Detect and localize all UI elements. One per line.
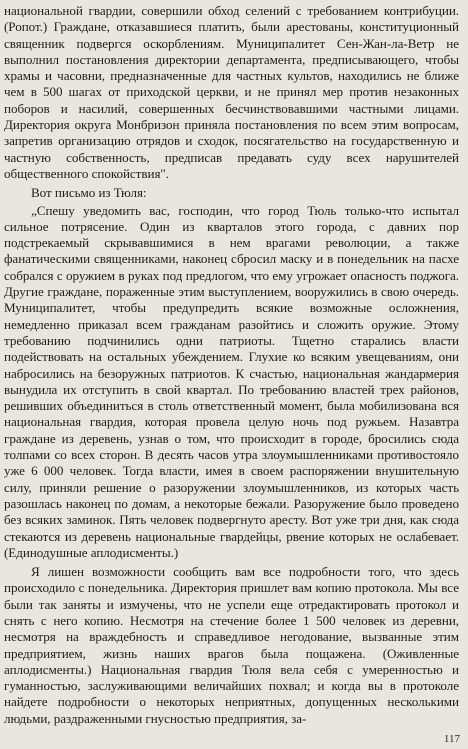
body-text xyxy=(4,3,459,727)
paragraph-continuation: национальной гвардии, совершили обход селений с требованием контрибуции. (Ропот.) Граждане, отказавшиеся платить, были арестованы, конституционный священник подвергся оскорблениям. Муниципалитет Сен-Жан-ла-Ветр не выполнил постановления директории департамента, предписывающего, чтобы храмы и часовни, предназначенные для частных культов, находились не ближе чем в 500 шагах от приходской церкви, и не принял мер против незаконных поборов и насилий, совершенных бесчинствовавшими частными лицами. Директория округа Монбризон приняла постановления по всем этим вопросам, запретив организацию отрядов и сходок, посягательство на государственную и частную собственность, предписав предавать суду всех нарушителей общественного спокойствия". xyxy=(4,3,459,181)
paragraph-letter-intro: Вот письмо из Тюля: xyxy=(31,185,147,201)
paragraph-letter-body: „Спешу уведомить вас, господин, что город Тюль только-что испытал сильное потрясение. Один из кварталов этого города, с давних пор подстрекаемый скрывавшимися в нем врагами революции, а также фанатическими священниками, наконец сбросил маску и в понедельник на пасхе собрался с оружием в руках под предлогом, что ему угрожает опасность поджога. Другие граждане, пораженные этим выступлением, вооружились в свою очередь. Муниципалитет, чтобы предупредить всякие возможные осложнения, немедленно приказал всем гражданам разойтись и сложить оружие. Этому требованию подчинились одни патриоты. Тщетно старались власти подействовать на остальных убеждением. Глухие ко всяким увещеваниям, они набросились на безоружных патриотов. К счастью, национальная жандармерия вынудила их отступить в свой квартал. По требованию властей трех районов, решивших объединиться в столь ответственный момент, была мобилизована вся национальная гвардия, которая провела целую ночь под ружьем. Назавтра граждане из деревень, узнав о том, что происходит в городе, бросились сюда толпами со всех сторон. В десять часов утра злоумышленниками противостояло уже 6 000 человек. Тогда власти, имея в своем распоряжении внушительную силу, приняли решение о разоружении злоумышленников, из которых часть разошлась наконец по домам, а некоторые бежали. Разоружение было проведено без всяких заминок. Пять человек подвергнуто аресту. Вот уже три дня, как сюда стекаются из деревень национальные гвардейцы, рвение которых не ослабевает. (Единодушные аплодисменты.) xyxy=(4,202,459,560)
paragraph-letter-continuation: Я лишен возможности сообщить вам все подробности того, что здесь происходило с понедельника. Директория пришлет вам копию протокола. Мы все были так заняты и измучены, что не успели еще отредактировать протокол и снять с него копию. Несмотря на стечение более 1 500 человек из деревни, несмотря на враждебность и справедливое негодование, вызванные этим предприятием, жизнь наших врагов была пощажена. (Оживленные аплодисменты.) Национальная гвардия Тюля вела себя с умеренностью и гуманностью, заслуживающими величайших похвал; и когда вы в протоколе найдете подробности о некоторых неприятных, допущенных несколькими людьми, раздраженными гнусностью предприятия, за- xyxy=(4,564,459,726)
page-number: 117 xyxy=(443,733,460,745)
